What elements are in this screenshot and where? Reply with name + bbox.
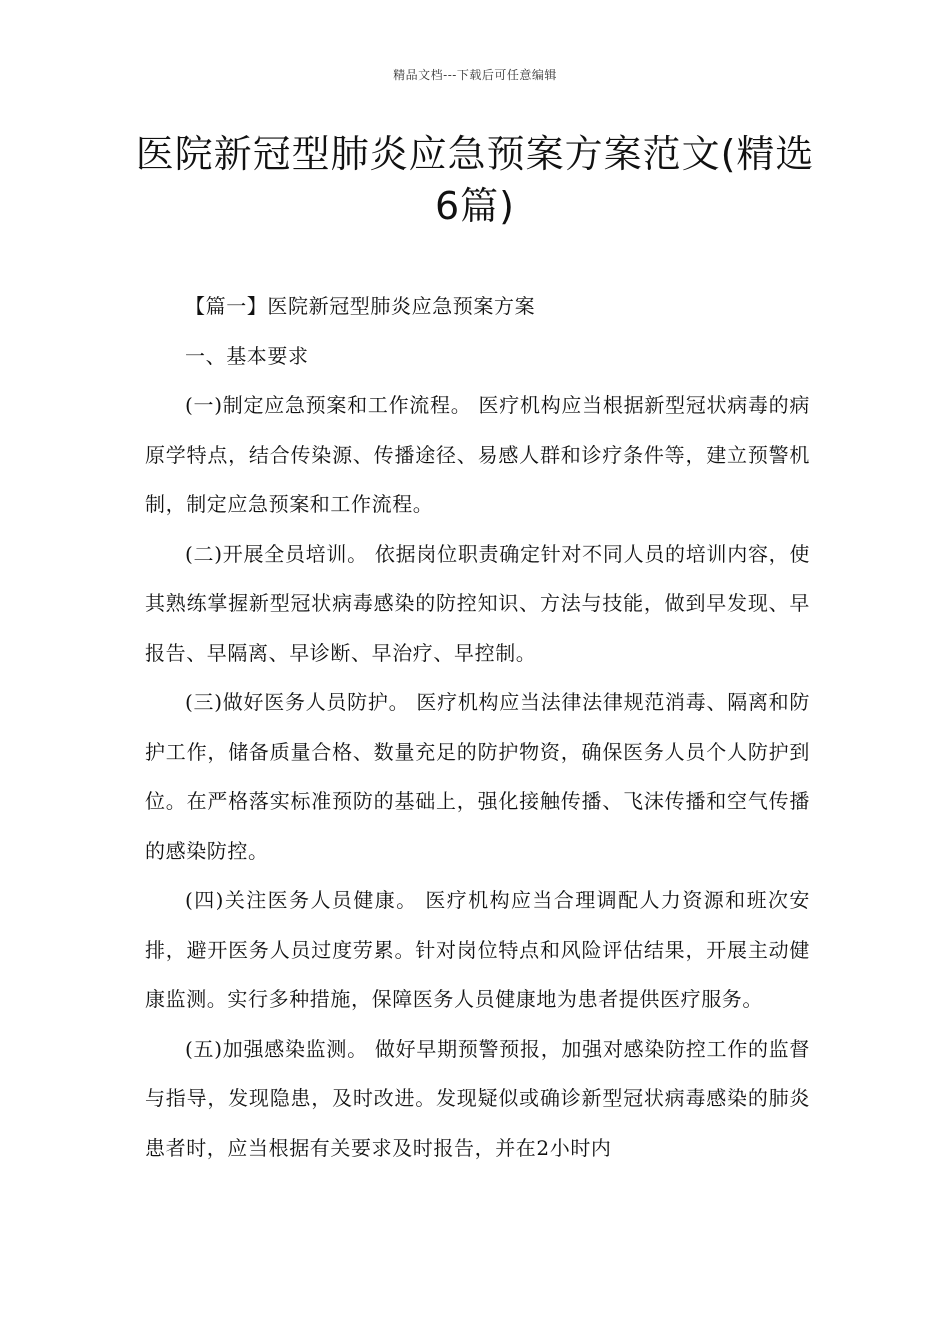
paragraph: (五)加强感染监测。 做好早期预警预报，加强对感染防控工作的监督与指导，发现隐患，及时改进。发现疑似或确诊新型冠状病毒感染的肺炎患者时，应当根据有关要求及时报告，并在2小时内 [145, 1036, 810, 1160]
paragraph: (二)开展全员培训。 依据岗位职责确定针对不同人员的培训内容，使其熟练掌握新型冠状病毒感染的防控知识、方法与技能，做到早发现、早报告、早隔离、早诊断、早治疗、早控制。 [145, 541, 810, 665]
header-note: 精品文档---下载后可任意编辑 [393, 68, 557, 82]
section-title: 【篇一】医院新冠型肺炎应急预案方案 [185, 294, 536, 318]
document-body [145, 282, 810, 1173]
paragraph: (四)关注医务人员健康。 医疗机构应当合理调配人力资源和班次安排，避开医务人员过度劳累。针对岗位特点和风险评估结果，开展主动健康监测。实行多种措施，保障医务人员健康地为患者提供医疗服务。 [145, 888, 810, 1011]
paragraph: (一)制定应急预案和工作流程。 医疗机构应当根据新型冠状病毒的病原学特点，结合传染源、传播途径、易感人群和诊疗条件等，建立预警机制，制定应急预案和工作流程。 [145, 393, 810, 516]
subheading: 一、基本要求 [185, 343, 309, 368]
document-title: 医院新冠型肺炎应急预案方案范文(精选6篇) [135, 132, 815, 228]
paragraph: (三)做好医务人员防护。 医疗机构应当法律法律规范消毒、隔离和防护工作，储备质量合格、数量充足的防护物资，确保医务人员个人防护到位。在严格落实标准预防的基础上，强化接触传播、飞沫传播和空气传播的感染防控。 [145, 690, 810, 863]
